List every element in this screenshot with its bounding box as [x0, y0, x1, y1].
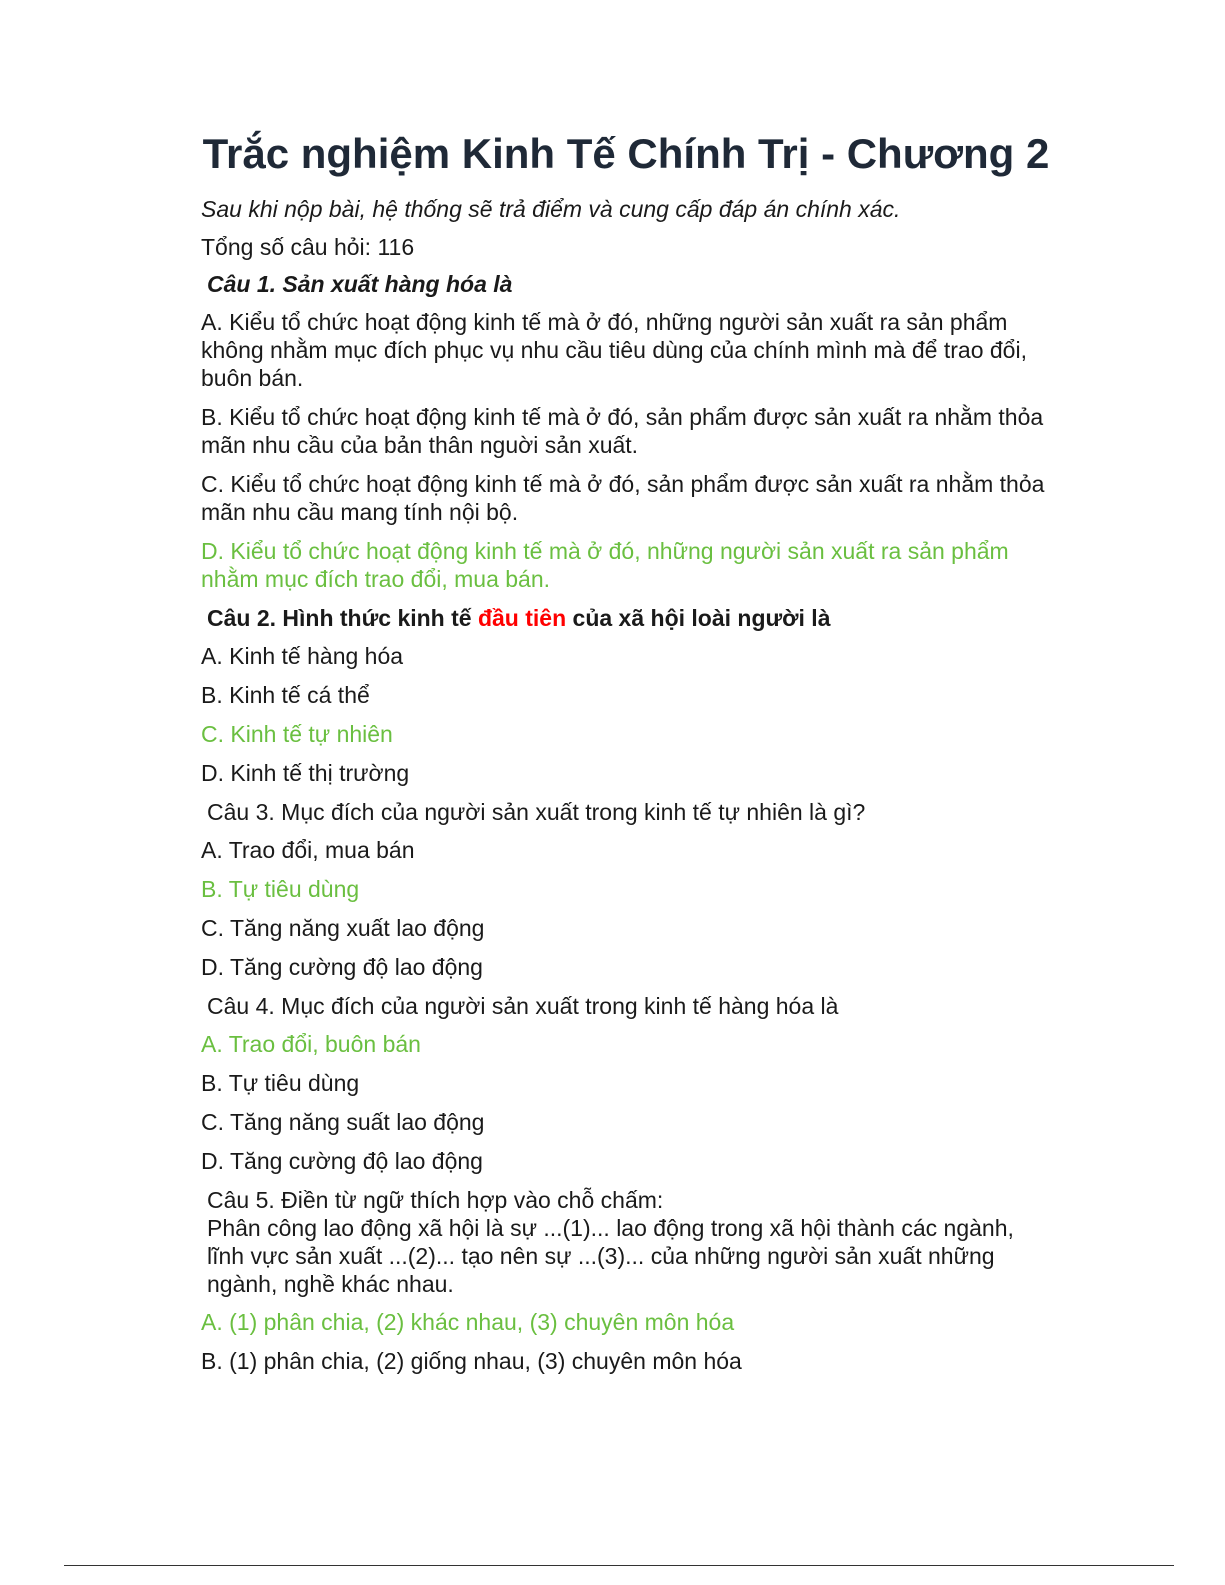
question-2-text-after: của xã hội loài người là	[566, 605, 831, 631]
question-2-option-c-correct: C. Kinh tế tự nhiên	[201, 721, 393, 747]
question-5-statement: Phân công lao động xã hội là sự ...(1)... lao động trong xã hội thành các ngành, lĩnh vực sản xuất ...(2)... tạo nên sự ...(3)... của những người sản xuất những ngành, nghề khác nhau.	[207, 1215, 1014, 1297]
question-2-option-b: B. Kinh tế cá thể	[201, 682, 370, 708]
question-1-option-d-correct: D. Kiểu tổ chức hoạt động kinh tế mà ở đó, những người sản xuất ra sản phẩm nhằm mục đích trao đổi, mua bán.	[201, 538, 1009, 592]
question-4-option-d: D. Tăng cường độ lao động	[201, 1148, 483, 1174]
question-2-text	[207, 604, 1051, 632]
document-page	[201, 130, 1051, 1386]
page-bottom-rule	[64, 1565, 1174, 1566]
question-5-option-a-correct: A. (1) phân chia, (2) khác nhau, (3) chuyên môn hóa	[201, 1309, 735, 1335]
question-4-text: Câu 4. Mục đích của người sản xuất trong kinh tế hàng hóa là	[207, 993, 839, 1019]
question-1-option-c: C. Kiểu tổ chức hoạt động kinh tế mà ở đó, sản phẩm được sản xuất ra nhằm thỏa mãn nhu cầu mang tính nội bộ.	[201, 471, 1045, 525]
question-1-text: Câu 1. Sản xuất hàng hóa là	[207, 271, 513, 297]
question-5-text	[207, 1186, 1051, 1298]
question-3-option-c: C. Tăng năng xuất lao động	[201, 915, 485, 941]
subtitle-note: Sau khi nộp bài, hệ thống sẽ trả điểm và cung cấp đáp án chính xác.	[201, 196, 901, 222]
question-2-option-a: A. Kinh tế hàng hóa	[201, 643, 404, 669]
question-5-option-b: B. (1) phân chia, (2) giống nhau, (3) chuyên môn hóa	[201, 1348, 742, 1374]
question-3-option-b-correct: B. Tự tiêu dùng	[201, 876, 360, 902]
question-1-option-a: A. Kiểu tổ chức hoạt động kinh tế mà ở đó, những người sản xuất ra sản phẩm không nhằm mục đích phục vụ nhu cầu tiêu dùng của chính mình mà để trao đổi, buôn bán.	[201, 309, 1027, 391]
page-title: Trắc nghiệm Kinh Tế Chính Trị - Chương 2	[202, 130, 1050, 177]
question-5-instruction: Câu 5. Điền từ ngữ thích hợp vào chỗ chấm:	[207, 1187, 664, 1213]
question-1-option-b: B. Kiểu tổ chức hoạt động kinh tế mà ở đó, sản phẩm được sản xuất ra nhằm thỏa mãn nhu cầu của bản thân nguời sản xuất.	[201, 404, 1044, 458]
question-4-option-c: C. Tăng năng suất lao động	[201, 1109, 485, 1135]
question-4-option-a-correct: A. Trao đổi, buôn bán	[201, 1031, 421, 1057]
question-3-option-a: A. Trao đổi, mua bán	[201, 837, 415, 863]
question-2-text-before: Câu 2. Hình thức kinh tế	[207, 605, 478, 631]
question-2-option-d: D. Kinh tế thị trường	[201, 760, 410, 786]
question-3-option-d: D. Tăng cường độ lao động	[201, 954, 483, 980]
question-4-option-b: B. Tự tiêu dùng	[201, 1070, 360, 1096]
question-3-text: Câu 3. Mục đích của người sản xuất trong kinh tế tự nhiên là gì?	[207, 799, 866, 825]
question-2-highlight: đầu tiên	[477, 605, 567, 631]
question-count: Tổng số câu hỏi: 116	[201, 234, 415, 260]
